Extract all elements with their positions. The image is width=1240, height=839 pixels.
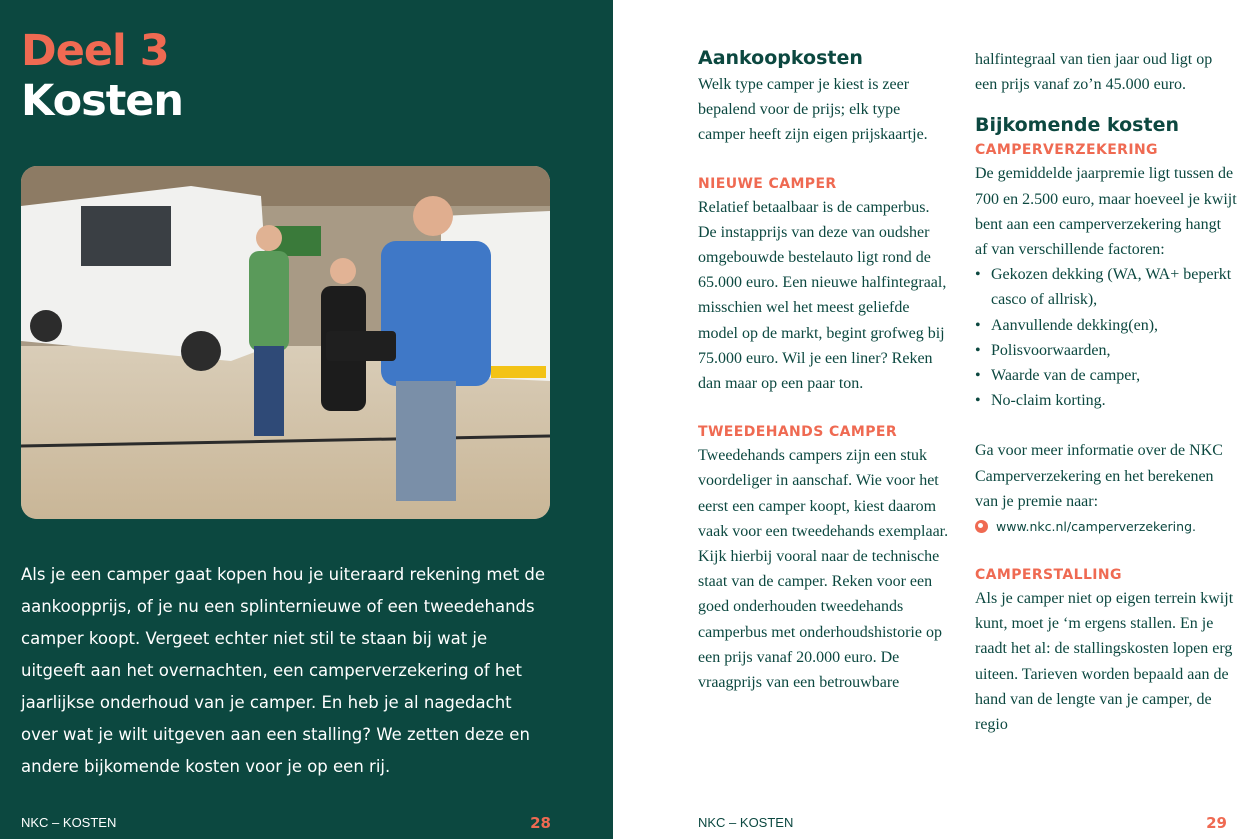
chapter-heading xyxy=(21,26,183,126)
text-column-left xyxy=(698,44,951,695)
subheading-camperverzekering: CAMPERVERZEKERING xyxy=(975,142,1158,159)
globe-icon xyxy=(975,520,988,533)
list-item: • No-claim korting. xyxy=(975,388,1237,413)
list-item: • Aanvullende dekking(en), xyxy=(975,313,1237,338)
camperstalling-text: Als je camper niet op eigen terrein kwijt kunt, moet je ‘m ergens stallen. En je raadt het al: de stallingskosten lopen erg uiteen. Tarieven worden bepaald aan de hand van de lengte van je camper, de regio xyxy=(975,590,1234,734)
footer-label: NKC – KOSTEN xyxy=(698,815,794,830)
aankoopkosten-text: Welk type camper je kiest is zeer bepalend voor de prijs; elk type camper heeft zijn eigen prijskaartje. xyxy=(698,76,928,144)
list-item: • Waarde van de camper, xyxy=(975,363,1237,388)
subheading-nieuwe-camper: NIEUWE CAMPER xyxy=(698,175,837,192)
subheading-camperstalling: CAMPERSTALLING xyxy=(975,567,1122,584)
page-number: 28 xyxy=(530,814,551,832)
camperverzekering-link[interactable] xyxy=(975,514,1237,539)
nieuwe-camper-text: Relatief betaalbaar is de camperbus. De instapprijs van deze van oudsher omgebouwde bestelauto ligt rond de 65.000 euro. Een nieuwe halfintegraal, misschien wel het meest geliefde model op de markt, begint grofweg bij 75.000 euro. Wil je een liner? Reken dan maar op een paar ton. xyxy=(698,198,947,393)
page-number: 29 xyxy=(1206,814,1227,832)
intro-text: Als je een camper gaat kopen hou je uiteraard rekening met de aankoopprijs, of je nu een splinternieuwe of een tweedehands camper koopt. Vergeet echter niet stil te staan bij wat je uitgeeft aan het overnachten, een camperverzekering of het jaarlijkse onderhoud van je camper. En heb je al nagedacht over wat je wilt uitgeven aan een stalling? We zetten deze en andere bijkomende kosten voor je op een rij. xyxy=(21,565,545,776)
subheading-tweedehands-camper: TWEEDEHANDS CAMPER xyxy=(698,424,897,441)
more-info-text: Ga voor meer informatie over de NKC Camperverzekering en het berekenen van je premie naar: xyxy=(975,442,1223,510)
right-page xyxy=(613,0,1240,839)
insurance-factors-list xyxy=(975,262,1237,413)
camper-showroom-photo xyxy=(21,166,550,519)
section-heading-bijkomende-kosten: Bijkomende kosten xyxy=(975,114,1179,137)
tweedehands-camper-text-continued: halfintegraal van tien jaar oud ligt op een prijs vanaf zo’n 45.000 euro. xyxy=(975,51,1213,94)
chapter-part: Deel 3 xyxy=(21,26,169,76)
camperverzekering-text: De gemiddelde jaarpremie ligt tussen de 700 en 2.500 euro, maar hoeveel je kwijt bent aan een camperverzekering hangt af van verschillende factoren: xyxy=(975,165,1237,259)
section-heading-aankoopkosten: Aankoopkosten xyxy=(698,47,863,69)
list-item: • Gekozen dekking (WA, WA+ beperkt casco of allrisk), xyxy=(975,262,1237,312)
link-text: www.nkc.nl/camperverzekering. xyxy=(996,519,1196,535)
left-page xyxy=(0,0,613,839)
text-column-right xyxy=(975,47,1237,737)
list-item: • Polisvoorwaarden, xyxy=(975,338,1237,363)
chapter-title: Kosten xyxy=(21,76,184,126)
tweedehands-camper-text: Tweedehands campers zijn een stuk voordeliger in aanschaf. Wie voor het eerst een camper koopt, kiest daarom vaak voor een tweedehands exemplaar. Kijk hierbij vooral naar de technische staat van de camper. Reken voor een goed onderhouden tweedehands camperbus met onderhoudshistorie op een prijs vanaf 20.000 euro. De vraagprijs van een betrouwbare xyxy=(698,447,949,692)
footer-label: NKC – KOSTEN xyxy=(21,815,117,830)
